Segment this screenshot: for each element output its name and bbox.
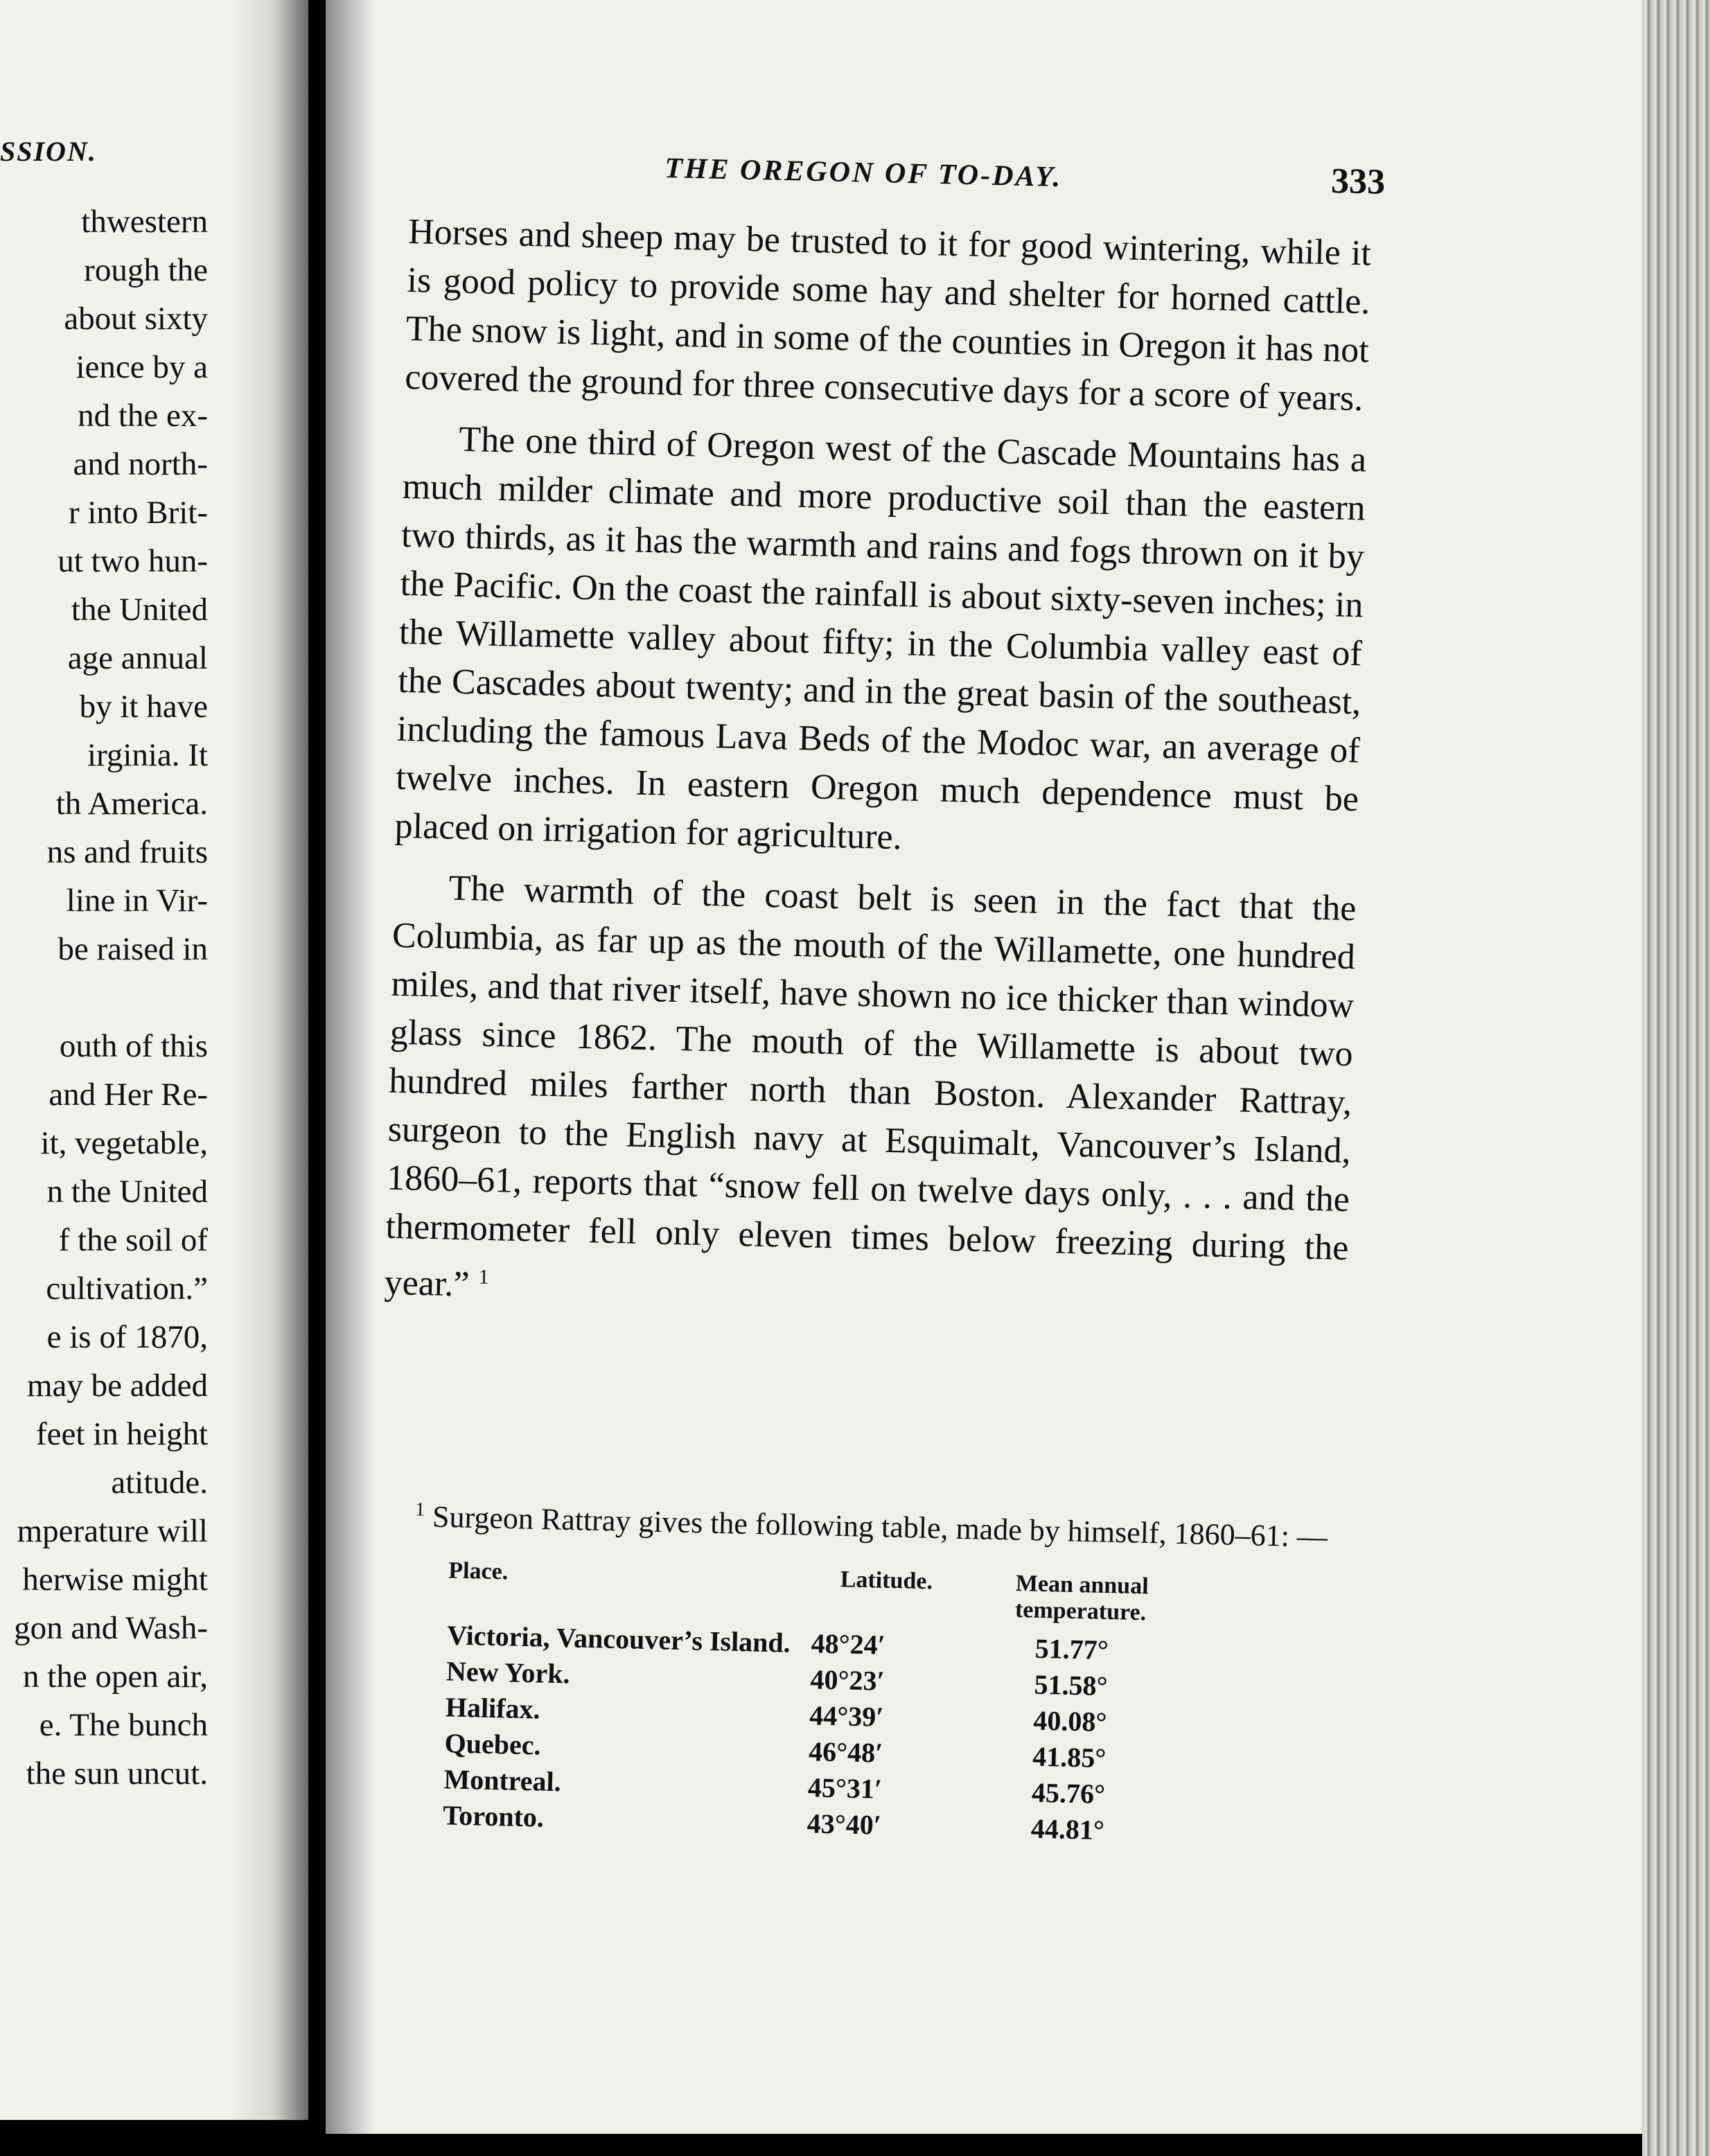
body-text — [384, 208, 1372, 1341]
table-cell-place: Halifax. — [445, 1691, 541, 1725]
left-page-line: e. The bunch — [39, 1707, 208, 1743]
left-page-line: irginia. It — [87, 737, 208, 773]
table-cell-place: Montreal. — [443, 1763, 562, 1797]
left-page-line: age annual — [67, 640, 208, 676]
running-title: THE OREGON OF TO-DAY. — [664, 152, 1063, 194]
left-page-line: n the open air, — [23, 1659, 208, 1695]
table-cell-latitude: 45°31′ — [807, 1771, 883, 1805]
paragraph-3 — [384, 863, 1357, 1329]
table-cell-latitude: 48°24′ — [811, 1627, 886, 1661]
temperature-table — [443, 1557, 1204, 1850]
left-page-line: ience by a — [76, 349, 208, 385]
left-page-line: thwestern — [81, 204, 208, 240]
left-page-line: ns and fruits — [46, 834, 208, 870]
table-cell-temperature: 45.76° — [1031, 1776, 1106, 1810]
table-cell-latitude: 43°40′ — [806, 1807, 882, 1841]
left-page-line: and north- — [73, 446, 208, 482]
table-cell-place: Toronto. — [442, 1799, 545, 1833]
left-page-line: rough the — [84, 252, 208, 288]
page-edges — [1642, 0, 1710, 2156]
footnote-reference: 1 — [478, 1265, 490, 1289]
left-page-line: the United — [71, 592, 208, 628]
left-page-line: mperature will — [17, 1513, 208, 1549]
table-cell-place: Victoria, Vancouver’s Island. — [446, 1619, 791, 1659]
left-running-head: SSION. — [0, 136, 97, 167]
left-page-line: about sixty — [64, 301, 208, 337]
footnote-marker: 1 — [415, 1499, 425, 1521]
table-cell-place: New York. — [446, 1655, 571, 1690]
left-page-line: outh of this — [59, 1028, 208, 1064]
paragraph-3-text: The warmth of the coast belt is seen in the fact that the Columbia, as far up as the mouth of the Willamette, one hundred miles, and that river itself, have shown no ice thicker than window glass since 1862. The mouth of the Willamette is about two hundred miles farther north than Boston. Alexander Rattray, surgeon to the English navy at Esquimalt, Vancouver’s Island, 1860–61, reports that “snow fell on twelve days only, . . . and the thermometer fell only eleven times below freezing during the year.” — [384, 868, 1357, 1305]
table-cell-place: Quebec. — [444, 1727, 542, 1761]
left-page-line: e is of 1870, — [46, 1319, 208, 1355]
left-page-line: and Her Re- — [49, 1077, 208, 1113]
left-page-line: nd the ex- — [78, 398, 208, 434]
footnote-section — [367, 1490, 1330, 1853]
table-cell-temperature: 40.08° — [1032, 1704, 1107, 1738]
paragraph-2: The one third of Oregon west of the Cascade Mountains has a much milder climate and more productive soil than the eastern two thirds, as it has the warmth and rains and fogs thrown on it by the Pacific. On the coast the rainfall is about sixty-seven inches; in the Willamette valley about fifty; in the Columbia valley east of the Cascades about twenty; and in the great basin of the southeast, including the famous Lava Beds of the Modoc war, an average of twelve inches. In eastern Oregon much dependence must be placed on irrigation for agriculture. — [394, 419, 1367, 858]
left-page-line: atitude. — [111, 1465, 208, 1501]
left-page-line: th America. — [55, 786, 208, 822]
header-temperature: Mean annual temperature. — [1014, 1570, 1149, 1625]
left-page-line: n the United — [46, 1174, 208, 1210]
table-cell-temperature: 51.58° — [1034, 1668, 1109, 1702]
left-page-line: the sun uncut. — [26, 1756, 208, 1792]
left-page-line: be raised in — [58, 931, 208, 967]
left-page-line: gon and Wash- — [14, 1610, 208, 1646]
left-page-text — [14, 197, 208, 1798]
table-cell-temperature: 41.85° — [1032, 1740, 1107, 1774]
left-page-line: feet in height — [36, 1416, 208, 1452]
left-page-line: line in Vir- — [66, 883, 208, 919]
left-page-line: by it have — [79, 689, 208, 725]
left-gutter-shadow — [229, 0, 308, 2120]
table-cell-latitude: 46°48′ — [808, 1735, 883, 1769]
table-cell-latitude: 40°23′ — [810, 1663, 885, 1697]
table-cell-latitude: 44°39′ — [809, 1699, 885, 1733]
left-page-line: cultivation.” — [46, 1271, 208, 1307]
left-page-line: ut two hun- — [58, 543, 208, 579]
paragraph-1: Horses and sheep may be trusted to it for good wintering, while it is good policy to provide some hay and shelter for horned cattle. The snow is light, and in some of the counties in Oregon it has not covered the ground for three consecutive days for a score of years. — [404, 211, 1372, 419]
left-page-line: r into Brit- — [68, 495, 208, 531]
left-page-line: it, vegetable, — [40, 1125, 208, 1161]
footnote-body: Surgeon Rattray gives the following table, made by himself, 1860–61: — — [432, 1499, 1328, 1554]
page-number: 333 — [1330, 161, 1386, 202]
left-page-line: herwise might — [22, 1562, 208, 1598]
header-latitude: Latitude. — [840, 1566, 933, 1594]
table-cell-temperature: 44.81° — [1030, 1812, 1105, 1846]
left-page-line: f the soil of — [58, 1222, 208, 1258]
left-facing-page — [0, 0, 308, 2120]
left-page-line: may be added — [26, 1368, 208, 1404]
header-place: Place. — [448, 1557, 509, 1585]
table-cell-temperature: 51.77° — [1034, 1632, 1109, 1665]
